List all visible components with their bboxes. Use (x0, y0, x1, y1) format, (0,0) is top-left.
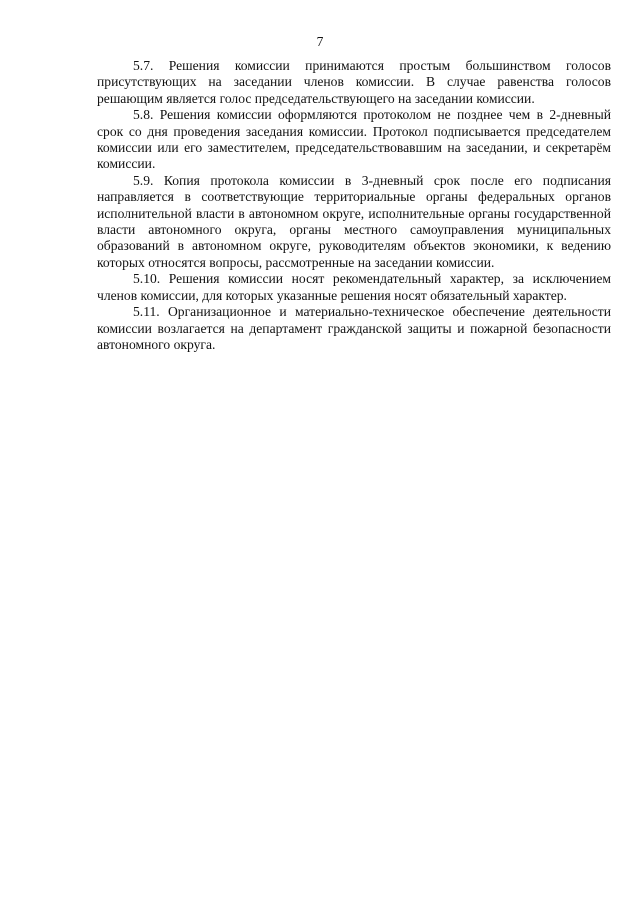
paragraph-5-9: 5.9. Копия протокола комиссии в 3-дневный срок после его подписания направляется в соответствующие территориальные органы федеральных органов исполнительной власти в автономном округе, исполнительные органы государственной власти автономного округа, органы местного самоуправления муниципальных образований в автономном округе, руководителям объектов экономики, к ведению которых относятся вопросы, рассмотренные на заседании комиссии. (97, 172, 611, 270)
paragraph-5-11: 5.11. Организационное и материально-техническое обеспечение деятельности комиссии возлагается на департамент гражданской защиты и пожарной безопасности автономного округа. (97, 304, 611, 352)
paragraph-5-10: 5.10. Решения комиссии носят рекомендательный характер, за исключением членов комиссии, для которых указанные решения носят обязательный характер. (97, 271, 611, 303)
page-number: 7 (316, 34, 324, 49)
document-body (97, 58, 611, 353)
paragraph-5-8: 5.8. Решения комиссии оформляются протоколом не позднее чем в 2-дневный срок со дня проведения заседания комиссии. Протокол подписывается председателем комиссии или его заместителем, председательствовавшим на заседании, и секретарём комиссии. (97, 107, 611, 172)
paragraph-5-7: 5.7. Решения комиссии принимаются простым большинством голосов присутствующих на заседании членов комиссии. В случае равенства голосов решающим является голос председательствующего на заседании комиссии. (97, 58, 611, 106)
